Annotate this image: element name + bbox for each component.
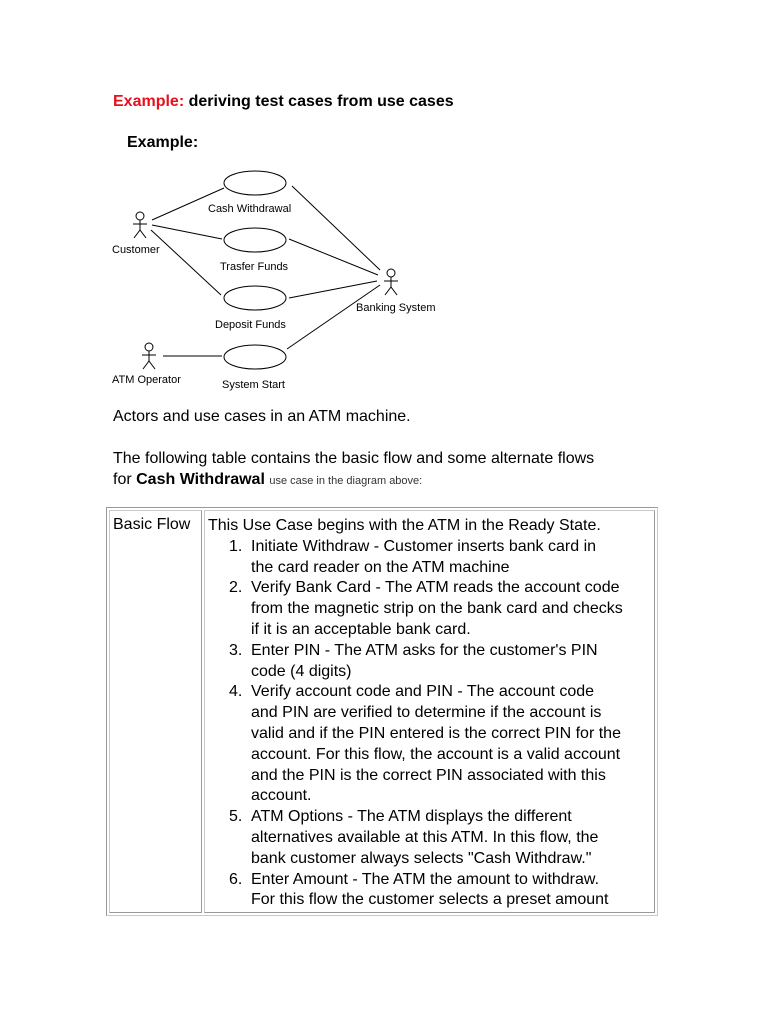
intro-tail: use case in the diagram above: <box>269 475 423 487</box>
use-case-system-start-ellipse <box>224 345 286 369</box>
atm-operator-actor-icon <box>142 343 156 369</box>
assoc-banking-cash-withdrawal <box>292 186 380 270</box>
basic-flow-content-cell <box>204 510 655 913</box>
sub-heading: Example: <box>127 134 199 151</box>
flow-step <box>251 537 654 579</box>
use-case-diagram <box>0 0 768 400</box>
step-line: Initiate Withdraw - Customer inserts bank card in <box>251 537 597 555</box>
step-line: from the magnetic strip on the bank card and checks <box>251 600 623 618</box>
banking-system-actor-icon <box>384 269 398 295</box>
step-line: Verify account code and PIN - The account code <box>251 683 595 701</box>
basic-flow-label-cell <box>109 510 202 913</box>
banking-system-actor-label: Banking System <box>356 302 436 314</box>
flow-step <box>251 578 654 640</box>
basic-flow-label: Basic Flow <box>113 516 191 533</box>
step-line: Enter Amount - The ATM the amount to withdraw. <box>251 870 600 888</box>
step-line: and PIN are verified to determine if the account is <box>251 704 602 722</box>
intro-line-2 <box>113 469 713 492</box>
step-line: valid and if the PIN entered is the correct PIN for the <box>251 724 621 742</box>
assoc-customer-deposit-funds <box>151 230 221 295</box>
use-case-transfer-funds-label: Trasfer Funds <box>220 261 289 273</box>
intro-use-case-name: Cash Withdrawal <box>136 471 265 488</box>
step-line: Verify Bank Card - The ATM reads the account code <box>251 579 620 597</box>
step-line: code (4 digits) <box>251 662 352 680</box>
intro-line-1: The following table contains the basic flow and some alternate flows <box>113 450 595 467</box>
customer-actor-label: Customer <box>112 244 160 256</box>
step-line: alternatives available at this ATM. In this flow, the <box>251 828 599 846</box>
customer-actor-icon <box>133 212 147 238</box>
flow-step <box>251 641 654 683</box>
flow-step <box>251 682 654 807</box>
atm-operator-actor-label: ATM Operator <box>112 374 181 386</box>
basic-flow-steps <box>208 537 654 911</box>
use-case-system-start-label: System Start <box>222 379 285 391</box>
step-line: For this flow the customer selects a preset amount <box>251 891 609 909</box>
use-case-deposit-funds-label: Deposit Funds <box>215 319 286 331</box>
basic-flow-table <box>106 507 658 916</box>
step-line: Enter PIN - The ATM asks for the customer's PIN <box>251 641 598 659</box>
basic-flow-intro: This Use Case begins with the ATM in the Ready State. <box>208 517 601 534</box>
intro-for-word: for <box>113 471 132 488</box>
step-line: ATM Options - The ATM displays the different <box>251 808 572 826</box>
step-line: account. <box>251 787 312 805</box>
flow-step <box>251 807 654 869</box>
step-line: the card reader on the ATM machine <box>251 558 510 576</box>
assoc-customer-transfer-funds <box>152 225 222 239</box>
use-case-cash-withdrawal-ellipse <box>224 171 286 195</box>
assoc-banking-deposit-funds <box>289 281 377 298</box>
use-case-transfer-funds-ellipse <box>224 228 286 252</box>
assoc-banking-transfer-funds <box>289 239 378 275</box>
step-line: bank customer always selects "Cash Withdraw." <box>251 849 592 867</box>
step-line: and the PIN is the correct PIN associated with this <box>251 766 606 784</box>
flow-step <box>251 870 654 912</box>
heading-prefix: Example: <box>113 93 185 110</box>
intro-paragraph <box>113 448 713 492</box>
step-line: if it is an acceptable bank card. <box>251 620 471 638</box>
assoc-banking-system-start <box>287 285 380 349</box>
heading-text: deriving test cases from use cases <box>188 93 454 110</box>
use-case-deposit-funds-ellipse <box>224 286 286 310</box>
diagram-caption: Actors and use cases in an ATM machine. <box>113 408 411 425</box>
step-line: account. For this flow, the account is a valid account <box>251 745 621 763</box>
use-case-cash-withdrawal-label: Cash Withdrawal <box>208 203 292 215</box>
